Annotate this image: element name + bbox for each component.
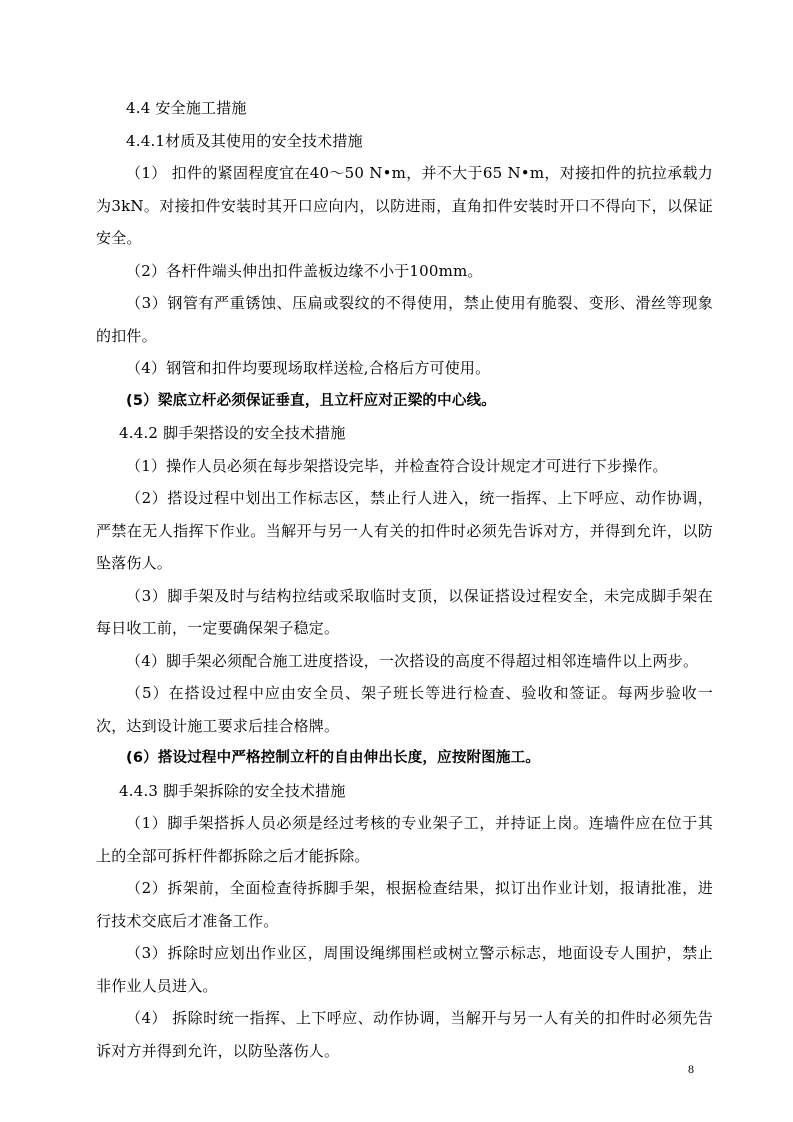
paragraph-4-4-3-item-2: （2）拆架前，全面检查待拆脚手架，根据检查结果，拟订出作业计划，报请批准，进行技术交底后才准备工作。 [96, 879, 713, 930]
paragraph-4-4-1-item-1: （1） 扣件的紧固程度宜在40～50 N•m，并不大于65 N•m，对接扣件的抗拉承载力为3kN。对接扣件安装时其开口应向内，以防进雨，直角扣件安装时开口不得向下，以保证安全。 [96, 164, 713, 247]
subsection-heading-4-4-1: 4.4.1材质及其使用的安全技术措施 [126, 131, 363, 150]
section-heading-4-4: 4.4 安全施工措施 [126, 99, 247, 117]
paragraph-4-4-3-item-4: （4） 拆除时统一指挥、上下呼应、动作协调，当解开与另一人有关的扣件时必须先告诉对方并得到允许，以防坠落伤人。 [96, 1009, 713, 1060]
subsection-heading-4-4-2: 4.4.2 脚手架搭设的安全技术措施 [119, 424, 346, 442]
document-body [96, 92, 713, 1067]
paragraph-4-4-2-item-3: （3）脚手架及时与结构拉结或采取临时支顶，以保证搭设过程安全，未完成脚手架在每日收工前，一定要确保架子稳定。 [96, 586, 713, 637]
paragraph-4-4-3-item-3: （3）拆除时应划出作业区，周围设绳绑围栏或树立警示标志，地面设专人围护，禁止非作业人员进入。 [96, 944, 713, 995]
paragraph-4-4-1-item-5-bold: (5）梁底立杆必须保证垂直，且立杆应对正梁的中心线。 [126, 392, 496, 409]
paragraph-4-4-2-item-6-bold: (6）搭设过程中严格控制立杆的自由伸出长度，应按附图施工。 [126, 750, 541, 766]
paragraph-4-4-2-item-2: （2）搭设过程中划出工作标志区，禁止行人进入，统一指挥、上下呼应、动作协调，严禁在无人指挥下作业。当解开与另一人有关的扣件时必须先告诉对方，并得到允许，以防坠落伤人。 [96, 489, 713, 572]
paragraph-4-4-2-item-1: （1）操作人员必须在每步架搭设完毕，并检查符合设计规定才可进行下步操作。 [126, 456, 668, 475]
paragraph-4-4-1-item-3: （3）钢管有严重锈蚀、压扁或裂纹的不得使用，禁止使用有脆裂、变形、滑丝等现象的扣件。 [96, 294, 713, 345]
paragraph-4-4-1-item-4: （4）钢管和扣件均要现场取样送检,合格后方可使用。 [126, 359, 491, 377]
paragraph-4-4-1-item-2: （2）各杆件端头伸出扣件盖板边缘不小于100mm。 [126, 261, 483, 280]
subsection-heading-4-4-3: 4.4.3 脚手架拆除的安全技术措施 [119, 781, 346, 800]
page-number: 8 [688, 1062, 694, 1076]
paragraph-4-4-3-item-1: （1）脚手架搭拆人员必须是经过考核的专业架子工，并持证上岗。连墙件应在位于其上的全部可拆杆件都拆除之后才能拆除。 [96, 814, 713, 865]
paragraph-4-4-2-item-4: （4）脚手架必须配合施工进度搭设，一次搭设的高度不得超过相邻连墙件以上两步。 [126, 651, 699, 670]
paragraph-4-4-2-item-5: （5）在搭设过程中应由安全员、架子班长等进行检查、验收和签证。每两步验收一次，达到设计施工要求后挂合格牌。 [96, 684, 713, 735]
